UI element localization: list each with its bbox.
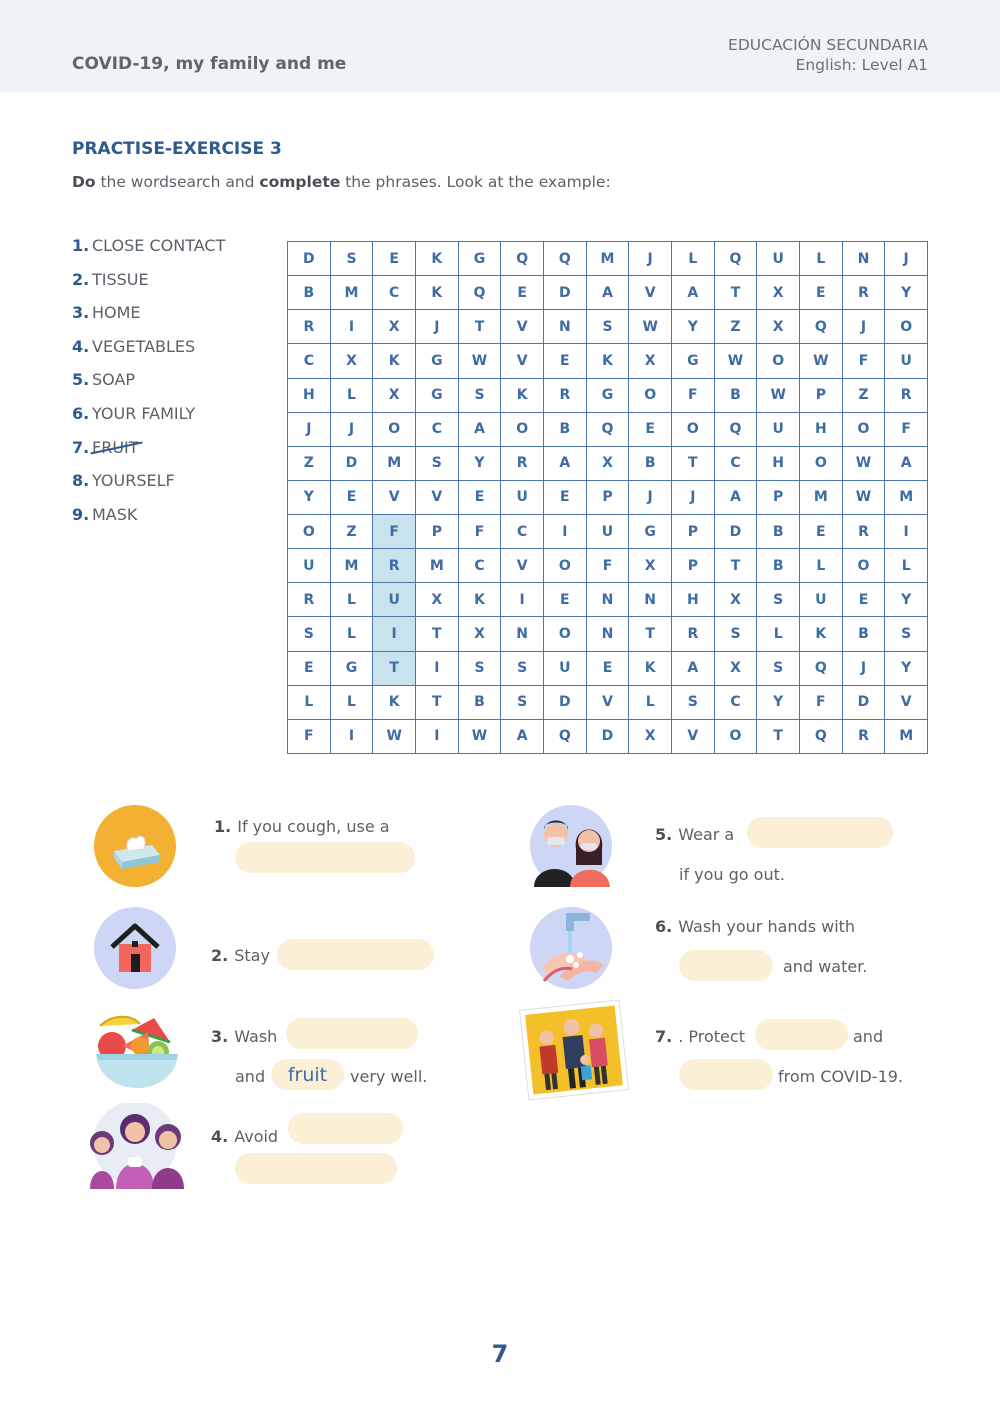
wordsearch-cell[interactable]: I: [331, 720, 374, 754]
word-list-item: 6. YOUR FAMILY: [72, 403, 196, 423]
wordsearch-cell[interactable]: U: [501, 481, 544, 515]
wordsearch-cell[interactable]: E: [843, 583, 886, 617]
wordsearch-cell[interactable]: F: [288, 720, 331, 754]
wordsearch-cell[interactable]: Q: [715, 242, 758, 276]
wordsearch-cell[interactable]: X: [373, 379, 416, 413]
phrase-7-end: from COVID-19.: [778, 1067, 904, 1086]
wordsearch-cell[interactable]: A: [885, 447, 928, 481]
wordsearch-cell[interactable]: V: [501, 344, 544, 378]
wordsearch-cell[interactable]: R: [288, 310, 331, 344]
hand-washing-icon: [530, 907, 612, 989]
wordsearch-cell[interactable]: Q: [800, 652, 843, 686]
wordsearch-cell[interactable]: E: [501, 276, 544, 310]
wordsearch-cell[interactable]: O: [715, 720, 758, 754]
wordsearch-cell[interactable]: E: [629, 413, 672, 447]
wordsearch-cell[interactable]: P: [672, 549, 715, 583]
phrase-4: 4. Avoid: [211, 1127, 279, 1146]
wordsearch-cell[interactable]: F: [885, 413, 928, 447]
wordsearch-cell[interactable]: O: [288, 515, 331, 549]
wordsearch-cell[interactable]: V: [416, 481, 459, 515]
wordsearch-cell[interactable]: U: [757, 242, 800, 276]
wordsearch-cell[interactable]: Y: [757, 686, 800, 720]
wordsearch-cell[interactable]: I: [416, 720, 459, 754]
wordsearch-cell[interactable]: G: [416, 344, 459, 378]
wordsearch-cell[interactable]: D: [544, 276, 587, 310]
wordsearch-cell[interactable]: V: [629, 276, 672, 310]
wordsearch-cell[interactable]: T: [672, 447, 715, 481]
wordsearch-cell[interactable]: H: [288, 379, 331, 413]
wordsearch-cell[interactable]: A: [587, 276, 630, 310]
wordsearch-cell[interactable]: D: [331, 447, 374, 481]
wordsearch-cell[interactable]: Q: [501, 242, 544, 276]
word-list-item: 5. SOAP: [72, 370, 136, 390]
wordsearch-cell[interactable]: N: [501, 617, 544, 651]
wordsearch-cell[interactable]: W: [757, 379, 800, 413]
wordsearch-cell[interactable]: G: [587, 379, 630, 413]
wordsearch-cell[interactable]: W: [459, 720, 502, 754]
wordsearch-cell[interactable]: W: [800, 344, 843, 378]
wordsearch-cell[interactable]: A: [672, 276, 715, 310]
wordsearch-cell[interactable]: X: [715, 583, 758, 617]
wordsearch-cell[interactable]: N: [587, 617, 630, 651]
wordsearch-cell[interactable]: U: [373, 583, 416, 617]
wordsearch-cell[interactable]: L: [800, 242, 843, 276]
document-title: COVID-19, my family and me: [72, 54, 347, 74]
wordsearch-cell[interactable]: S: [587, 310, 630, 344]
wordsearch-cell[interactable]: Q: [587, 413, 630, 447]
wordsearch-cell[interactable]: I: [885, 515, 928, 549]
wordsearch-cell[interactable]: Q: [544, 720, 587, 754]
wordsearch-cell[interactable]: L: [288, 686, 331, 720]
wordsearch-cell[interactable]: O: [885, 310, 928, 344]
wordsearch-cell[interactable]: C: [501, 515, 544, 549]
wordsearch-cell[interactable]: Z: [288, 447, 331, 481]
wordsearch-cell[interactable]: T: [757, 720, 800, 754]
answer-blank-7b[interactable]: [679, 1059, 773, 1090]
wordsearch-cell[interactable]: E: [373, 242, 416, 276]
wordsearch-cell[interactable]: Y: [459, 447, 502, 481]
word-list: [72, 236, 225, 538]
answer-blank-5[interactable]: [747, 817, 893, 848]
wordsearch-cell[interactable]: T: [715, 549, 758, 583]
wordsearch-cell[interactable]: B: [459, 686, 502, 720]
answer-blank-3[interactable]: [286, 1018, 418, 1049]
wordsearch-cell[interactable]: R: [672, 617, 715, 651]
wordsearch-cell[interactable]: Q: [800, 310, 843, 344]
answer-blank-6[interactable]: [679, 950, 773, 981]
wordsearch-cell[interactable]: T: [416, 686, 459, 720]
wordsearch-cell[interactable]: W: [373, 720, 416, 754]
wordsearch-cell[interactable]: K: [416, 242, 459, 276]
wordsearch-cell[interactable]: S: [501, 686, 544, 720]
wordsearch-cell[interactable]: X: [629, 720, 672, 754]
wordsearch-cell[interactable]: X: [715, 652, 758, 686]
answer-example-fruit: fruit: [271, 1059, 344, 1090]
instructions: Do the wordsearch and complete the phrases. Look at the example:: [72, 173, 611, 191]
wordsearch-cell[interactable]: D: [587, 720, 630, 754]
wordsearch-grid[interactable]: [287, 241, 928, 754]
wordsearch-cell[interactable]: P: [587, 481, 630, 515]
phrase-3: 3. Wash: [211, 1027, 278, 1046]
wordsearch-cell[interactable]: B: [757, 515, 800, 549]
wordsearch-cell[interactable]: Y: [288, 481, 331, 515]
wordsearch-cell[interactable]: L: [331, 583, 374, 617]
wordsearch-cell[interactable]: B: [544, 413, 587, 447]
wordsearch-cell[interactable]: S: [288, 617, 331, 651]
wordsearch-cell[interactable]: Y: [672, 310, 715, 344]
wordsearch-cell[interactable]: F: [587, 549, 630, 583]
wordsearch-cell[interactable]: C: [373, 276, 416, 310]
wordsearch-cell[interactable]: S: [416, 447, 459, 481]
wordsearch-cell[interactable]: T: [416, 617, 459, 651]
wordsearch-cell[interactable]: X: [757, 310, 800, 344]
wordsearch-cell[interactable]: G: [629, 515, 672, 549]
wordsearch-cell[interactable]: R: [885, 379, 928, 413]
wordsearch-cell[interactable]: T: [715, 276, 758, 310]
wordsearch-cell[interactable]: H: [672, 583, 715, 617]
wordsearch-cell[interactable]: M: [885, 481, 928, 515]
phrase-7: 7. . Protect: [655, 1027, 745, 1046]
wordsearch-cell[interactable]: C: [288, 344, 331, 378]
fruit-bowl-icon: [92, 1012, 182, 1092]
wordsearch-cell[interactable]: F: [459, 515, 502, 549]
wordsearch-cell[interactable]: A: [544, 447, 587, 481]
wordsearch-cell[interactable]: A: [715, 481, 758, 515]
wordsearch-cell[interactable]: L: [331, 379, 374, 413]
wordsearch-cell[interactable]: F: [800, 686, 843, 720]
wordsearch-cell[interactable]: Q: [800, 720, 843, 754]
wordsearch-cell[interactable]: O: [544, 549, 587, 583]
wordsearch-cell[interactable]: W: [459, 344, 502, 378]
wordsearch-cell[interactable]: D: [843, 686, 886, 720]
wordsearch-cell[interactable]: K: [373, 686, 416, 720]
masked-family-photo-icon: [518, 997, 630, 1103]
wordsearch-cell[interactable]: L: [672, 242, 715, 276]
wordsearch-cell[interactable]: V: [587, 686, 630, 720]
answer-blank-1[interactable]: [235, 842, 415, 873]
wordsearch-cell[interactable]: A: [459, 413, 502, 447]
wordsearch-cell[interactable]: L: [885, 549, 928, 583]
wordsearch-cell[interactable]: P: [757, 481, 800, 515]
wordsearch-cell[interactable]: B: [288, 276, 331, 310]
page-number: 7: [491, 1340, 509, 1368]
wordsearch-cell[interactable]: M: [331, 549, 374, 583]
wordsearch-cell[interactable]: U: [587, 515, 630, 549]
wordsearch-cell[interactable]: S: [501, 652, 544, 686]
exercise-title: PRACTISE-EXERCISE 3: [72, 139, 282, 159]
wordsearch-cell[interactable]: K: [629, 652, 672, 686]
wordsearch-cell[interactable]: G: [331, 652, 374, 686]
wordsearch-cell[interactable]: R: [373, 549, 416, 583]
house-icon: [94, 907, 176, 989]
wordsearch-cell[interactable]: B: [843, 617, 886, 651]
wordsearch-cell[interactable]: O: [757, 344, 800, 378]
wordsearch-cell[interactable]: V: [672, 720, 715, 754]
wordsearch-cell[interactable]: Y: [885, 652, 928, 686]
wordsearch-cell[interactable]: F: [373, 515, 416, 549]
wordsearch-cell[interactable]: L: [629, 686, 672, 720]
wordsearch-cell[interactable]: M: [331, 276, 374, 310]
answer-blank-4a[interactable]: [288, 1113, 403, 1144]
wordsearch-cell[interactable]: T: [629, 617, 672, 651]
phrase-7-and: and: [853, 1027, 884, 1046]
wordsearch-cell[interactable]: R: [544, 379, 587, 413]
wordsearch-cell[interactable]: A: [672, 652, 715, 686]
level-line-1: EDUCACIÓN SECUNDARIA: [728, 36, 928, 54]
wordsearch-cell[interactable]: Q: [544, 242, 587, 276]
tissue-box-icon: [94, 805, 176, 887]
word-list-item: 8. YOURSELF: [72, 471, 175, 491]
wordsearch-cell[interactable]: X: [459, 617, 502, 651]
wordsearch-cell[interactable]: C: [715, 686, 758, 720]
wordsearch-cell[interactable]: J: [416, 310, 459, 344]
wordsearch-cell[interactable]: E: [544, 481, 587, 515]
wordsearch-cell[interactable]: I: [416, 652, 459, 686]
wordsearch-cell[interactable]: E: [800, 276, 843, 310]
wordsearch-cell[interactable]: P: [800, 379, 843, 413]
wordsearch-cell[interactable]: G: [672, 344, 715, 378]
phrase-1: 1. If you cough, use a: [214, 817, 390, 836]
wordsearch-cell[interactable]: C: [715, 447, 758, 481]
wordsearch-cell[interactable]: Q: [459, 276, 502, 310]
wordsearch-cell[interactable]: P: [416, 515, 459, 549]
wordsearch-cell[interactable]: Y: [885, 583, 928, 617]
wordsearch-cell[interactable]: M: [587, 242, 630, 276]
wordsearch-cell[interactable]: T: [373, 652, 416, 686]
wordsearch-cell[interactable]: E: [459, 481, 502, 515]
phrase-3-and: and: [235, 1067, 266, 1086]
word-list-item-example: 7. FRUIT: [72, 437, 139, 457]
wordsearch-cell[interactable]: E: [544, 344, 587, 378]
wordsearch-cell[interactable]: V: [501, 549, 544, 583]
answer-blank-4b[interactable]: [235, 1153, 397, 1184]
wordsearch-cell[interactable]: S: [672, 686, 715, 720]
level-line-2: English: Level A1: [795, 56, 928, 74]
wordsearch-cell[interactable]: G: [416, 379, 459, 413]
wordsearch-cell[interactable]: O: [672, 413, 715, 447]
wordsearch-cell[interactable]: H: [800, 413, 843, 447]
wordsearch-cell[interactable]: J: [672, 481, 715, 515]
wordsearch-cell[interactable]: V: [373, 481, 416, 515]
word-list-item: 4. VEGETABLES: [72, 336, 196, 356]
wordsearch-cell[interactable]: M: [885, 720, 928, 754]
wordsearch-cell[interactable]: S: [715, 617, 758, 651]
wordsearch-cell[interactable]: V: [885, 686, 928, 720]
wordsearch-cell[interactable]: U: [288, 549, 331, 583]
wordsearch-cell[interactable]: S: [757, 652, 800, 686]
wordsearch-cell[interactable]: E: [331, 481, 374, 515]
wordsearch-cell[interactable]: M: [800, 481, 843, 515]
wordsearch-cell[interactable]: K: [501, 379, 544, 413]
wordsearch-cell[interactable]: B: [715, 379, 758, 413]
wordsearch-cell[interactable]: W: [843, 447, 886, 481]
wordsearch-cell[interactable]: X: [629, 549, 672, 583]
wordsearch-cell[interactable]: M: [416, 549, 459, 583]
wordsearch-cell[interactable]: S: [331, 242, 374, 276]
wordsearch-cell[interactable]: O: [843, 413, 886, 447]
wordsearch-cell[interactable]: R: [843, 515, 886, 549]
wordsearch-cell[interactable]: R: [288, 583, 331, 617]
wordsearch-cell[interactable]: D: [288, 242, 331, 276]
wordsearch-cell[interactable]: Z: [843, 379, 886, 413]
wordsearch-cell[interactable]: J: [629, 481, 672, 515]
phrase-5-end: if you go out.: [679, 865, 785, 884]
wordsearch-cell[interactable]: I: [373, 617, 416, 651]
wordsearch-cell[interactable]: B: [757, 549, 800, 583]
wordsearch-cell[interactable]: L: [331, 617, 374, 651]
wordsearch-cell[interactable]: R: [843, 720, 886, 754]
answer-blank-2[interactable]: [277, 939, 434, 970]
wordsearch-cell[interactable]: M: [373, 447, 416, 481]
wordsearch-cell[interactable]: O: [544, 617, 587, 651]
wordsearch-cell[interactable]: K: [459, 583, 502, 617]
wordsearch-cell[interactable]: I: [331, 310, 374, 344]
wordsearch-cell[interactable]: N: [587, 583, 630, 617]
word-list-item: 9. MASK: [72, 504, 138, 524]
wordsearch-cell[interactable]: J: [843, 652, 886, 686]
wordsearch-cell[interactable]: N: [843, 242, 886, 276]
wordsearch-cell[interactable]: W: [715, 344, 758, 378]
wordsearch-cell[interactable]: S: [459, 379, 502, 413]
wordsearch-cell[interactable]: I: [501, 583, 544, 617]
wordsearch-cell[interactable]: T: [459, 310, 502, 344]
wordsearch-cell[interactable]: E: [288, 652, 331, 686]
wordsearch-cell[interactable]: F: [672, 379, 715, 413]
phrase-6: 6. Wash your hands with: [655, 917, 856, 936]
wordsearch-cell[interactable]: Y: [885, 276, 928, 310]
wordsearch-cell[interactable]: Z: [331, 515, 374, 549]
wordsearch-cell[interactable]: O: [800, 447, 843, 481]
wordsearch-cell[interactable]: Q: [715, 413, 758, 447]
wordsearch-cell[interactable]: Z: [715, 310, 758, 344]
wordsearch-cell[interactable]: O: [373, 413, 416, 447]
wordsearch-cell[interactable]: K: [587, 344, 630, 378]
wordsearch-cell[interactable]: K: [800, 617, 843, 651]
wordsearch-cell[interactable]: H: [757, 447, 800, 481]
wordsearch-cell[interactable]: D: [544, 686, 587, 720]
wordsearch-cell[interactable]: R: [843, 276, 886, 310]
wordsearch-cell[interactable]: J: [885, 242, 928, 276]
wordsearch-cell[interactable]: V: [501, 310, 544, 344]
wordsearch-cell[interactable]: P: [672, 515, 715, 549]
wordsearch-cell[interactable]: J: [331, 413, 374, 447]
wordsearch-cell[interactable]: L: [331, 686, 374, 720]
word-list-item: 2. TISSUE: [72, 269, 149, 289]
phrase-3-end: very well.: [350, 1067, 428, 1086]
wordsearch-cell[interactable]: W: [843, 481, 886, 515]
wordsearch-cell[interactable]: X: [629, 344, 672, 378]
wordsearch-cell[interactable]: K: [373, 344, 416, 378]
wordsearch-cell[interactable]: X: [373, 310, 416, 344]
wordsearch-cell[interactable]: L: [757, 617, 800, 651]
wordsearch-cell[interactable]: S: [885, 617, 928, 651]
wordsearch-cell[interactable]: X: [587, 447, 630, 481]
wordsearch-cell[interactable]: G: [459, 242, 502, 276]
wordsearch-cell[interactable]: E: [544, 583, 587, 617]
wordsearch-cell[interactable]: C: [459, 549, 502, 583]
wordsearch-cell[interactable]: O: [501, 413, 544, 447]
answer-blank-7a[interactable]: [755, 1019, 848, 1050]
wordsearch-cell[interactable]: U: [544, 652, 587, 686]
wordsearch-cell[interactable]: E: [800, 515, 843, 549]
wordsearch-cell[interactable]: N: [629, 583, 672, 617]
level-info: [728, 35, 928, 75]
wordsearch-cell[interactable]: U: [800, 583, 843, 617]
phrase-2: 2. Stay: [211, 946, 270, 965]
wordsearch-cell[interactable]: L: [800, 549, 843, 583]
wordsearch-cell[interactable]: O: [843, 549, 886, 583]
wordsearch-cell[interactable]: I: [544, 515, 587, 549]
wordsearch-cell[interactable]: N: [544, 310, 587, 344]
wordsearch-cell[interactable]: X: [757, 276, 800, 310]
wordsearch-cell[interactable]: S: [757, 583, 800, 617]
wordsearch-cell[interactable]: F: [843, 344, 886, 378]
wordsearch-cell[interactable]: C: [416, 413, 459, 447]
page-header: [0, 0, 1000, 92]
hugging-family-icon: [72, 1103, 198, 1189]
phrase-5: 5. Wear a: [655, 825, 735, 844]
wordsearch-cell[interactable]: U: [757, 413, 800, 447]
wordsearch-cell[interactable]: B: [629, 447, 672, 481]
wordsearch-cell[interactable]: E: [587, 652, 630, 686]
wordsearch-cell[interactable]: J: [629, 242, 672, 276]
wordsearch-cell[interactable]: R: [501, 447, 544, 481]
word-list-item: 3. HOME: [72, 303, 141, 323]
wordsearch-cell[interactable]: K: [416, 276, 459, 310]
wordsearch-cell[interactable]: J: [288, 413, 331, 447]
wordsearch-cell[interactable]: W: [629, 310, 672, 344]
wordsearch-cell[interactable]: J: [843, 310, 886, 344]
wordsearch-cell[interactable]: A: [501, 720, 544, 754]
wordsearch-cell[interactable]: X: [331, 344, 374, 378]
struck-word: FRUIT: [92, 437, 139, 457]
wordsearch-cell[interactable]: D: [715, 515, 758, 549]
masked-couple-icon: [530, 805, 612, 887]
wordsearch-cell[interactable]: O: [629, 379, 672, 413]
wordsearch-cell[interactable]: U: [885, 344, 928, 378]
word-list-item: 1. CLOSE CONTACT: [72, 236, 226, 255]
wordsearch-cell[interactable]: X: [416, 583, 459, 617]
wordsearch-cell[interactable]: S: [459, 652, 502, 686]
phrase-6-end: and water.: [783, 957, 868, 976]
